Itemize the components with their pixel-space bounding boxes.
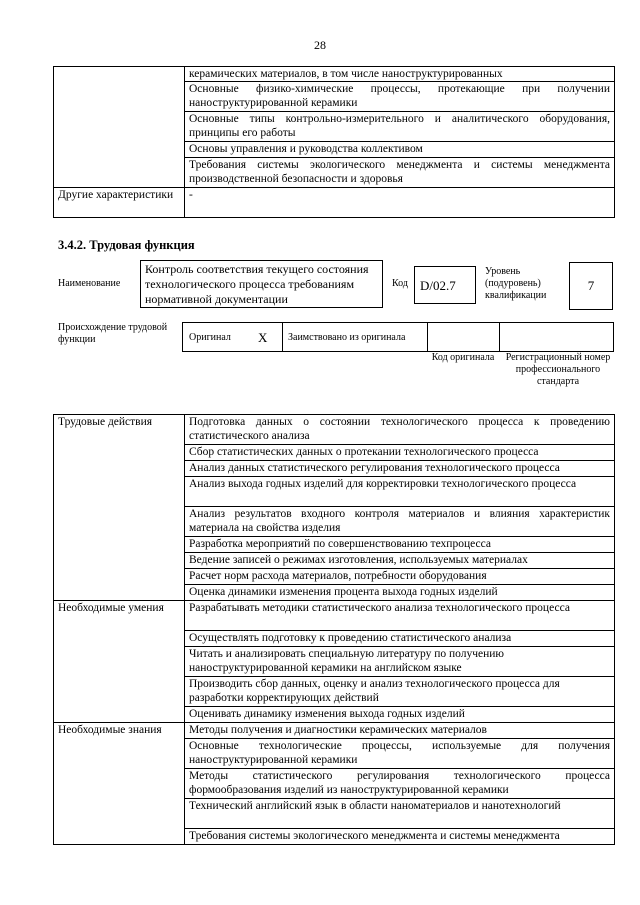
table-row: Разработка мероприятий по совершенствованию техпроцесса xyxy=(185,537,615,553)
top-table-cell: керамических материалов, в том числе наноструктурированных xyxy=(185,67,615,82)
table-row: Оценка динамики изменения процента выхода годных изделий xyxy=(185,585,615,601)
table-row: Анализ выхода годных изделий для корректировки технологического процесса xyxy=(185,477,615,507)
table-row: Оценивать динамику изменения выхода годных изделий xyxy=(185,707,615,723)
table-row: Основные технологические процессы, используемые для получения наноструктурированной керамики xyxy=(185,739,615,769)
page-number: 28 xyxy=(314,38,326,52)
section-title-cell: Необходимые умения xyxy=(54,601,185,723)
table-row: Расчет норм расхода материалов, потребности оборудования xyxy=(185,569,615,585)
table-row: Требования системы экологического менеджмента и системы менеджмента xyxy=(185,829,615,845)
section-title-cell: Трудовые действия xyxy=(54,415,185,601)
other-characteristics-value: - xyxy=(185,188,615,218)
name-label: Наименование xyxy=(58,278,121,289)
section-title: 3.4.2. Трудовая функция xyxy=(58,238,195,252)
name-value: Контроль соответствия текущего состояния технологического процесса требованиям нормативной документации xyxy=(145,262,369,306)
code-original-caption: Код оригинала xyxy=(431,352,495,363)
top-table-cell: Основы управления и руководства коллективом xyxy=(185,142,615,158)
original-mark: X xyxy=(258,330,268,345)
table-row: Сбор статистических данных о протекании технологического процесса xyxy=(185,445,615,461)
table-row: Анализ данных статистического регулирования технологического процесса xyxy=(185,461,615,477)
table-row: Разрабатывать методики статистического анализа технологического процесса xyxy=(185,601,615,631)
top-table-cell: Основные физико-химические процессы, протекающие при получении наноструктурированной керамики xyxy=(185,82,615,112)
top-table-empty-cell xyxy=(54,67,185,188)
origin-divider xyxy=(282,322,283,352)
borrowed-label: Заимствовано из оригинала xyxy=(288,332,406,343)
table-row: Подготовка данных о состоянии технологического процесса к проведению статистического анализа xyxy=(185,415,615,445)
table-row: Производить сбор данных, оценку и анализ технологического процесса для разработки корректирующих действий xyxy=(185,677,615,707)
other-characteristics-label: Другие характеристики xyxy=(54,188,185,218)
main-table xyxy=(53,414,615,845)
level-value: 7 xyxy=(587,278,595,293)
table-row: Читать и анализировать специальную литературу по получению наноструктурированной керамики на английском языке xyxy=(185,647,615,677)
code-label: Код xyxy=(392,278,408,289)
table-row: Методы статистического регулирования технологического процесса формообразования изделий из наноструктурированной керамики xyxy=(185,769,615,799)
origin-divider xyxy=(499,322,500,352)
original-label: Оригинал xyxy=(189,332,231,343)
top-table-cell: Основные типы контрольно-измерительного и аналитического оборудования, принципы его работы xyxy=(185,112,615,142)
reg-number-caption: Регистрационный номер профессионального стандарта xyxy=(505,352,611,387)
table-row: Анализ результатов входного контроля материалов и влияния характеристик материала на свойства изделия xyxy=(185,507,615,537)
origin-divider xyxy=(427,322,428,352)
top-table xyxy=(53,66,615,218)
origin-label: Происхождение трудовой функции xyxy=(58,322,168,345)
table-row: Осуществлять подготовку к проведению статистического анализа xyxy=(185,631,615,647)
table-row: Ведение записей о режимах изготовления, используемых материалах xyxy=(185,553,615,569)
level-label: Уровень (подуровень) квалификации xyxy=(485,266,547,301)
top-table-cell: Требования системы экологического менеджмента и системы менеджмента производственной безопасности и здоровья xyxy=(185,158,615,188)
table-row: Методы получения и диагностики керамических материалов xyxy=(185,723,615,739)
section-title-cell: Необходимые знания xyxy=(54,723,185,845)
code-value: D/02.7 xyxy=(420,278,456,293)
table-row: Технический английский язык в области наноматериалов и нанотехнологий xyxy=(185,799,615,829)
